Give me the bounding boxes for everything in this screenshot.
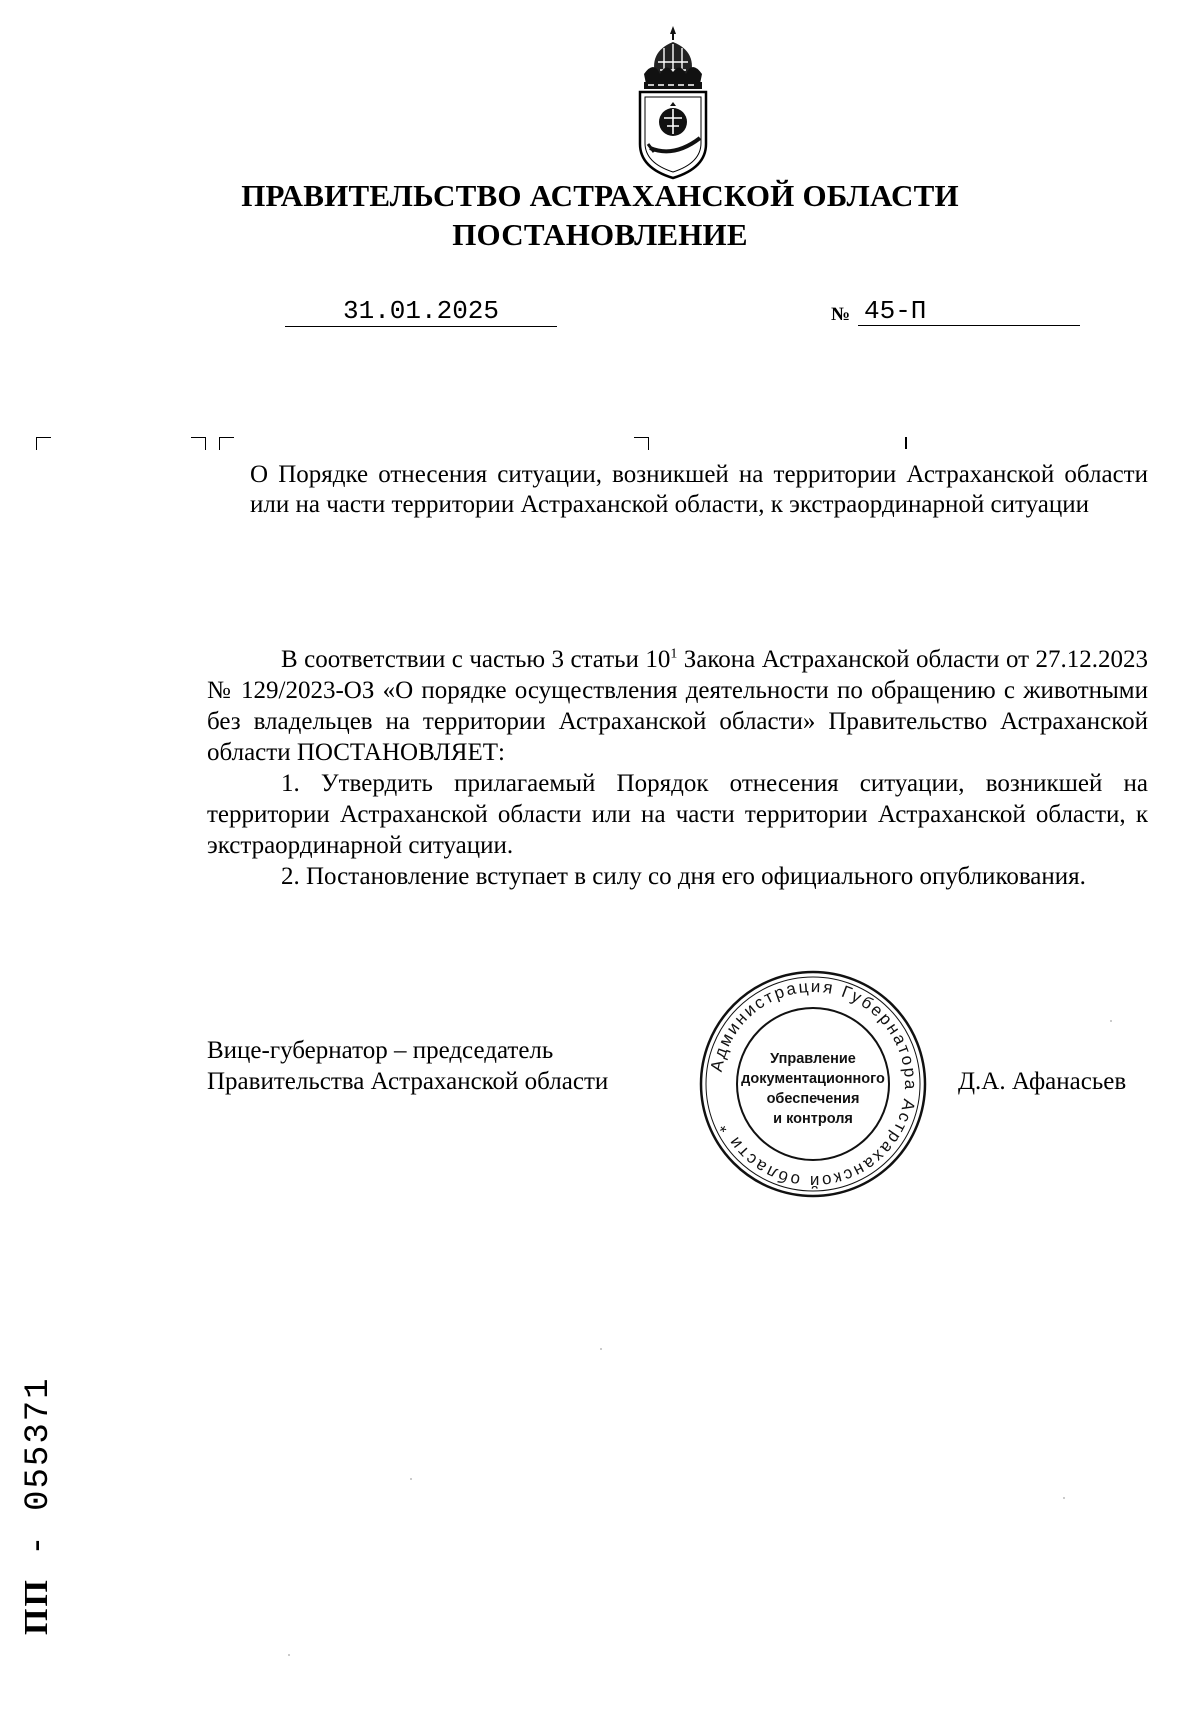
serial-number: 055371	[20, 1376, 58, 1511]
preamble-text: В соответствии с частью 3 статьи 10	[281, 646, 671, 673]
corner-mark-left	[36, 437, 51, 450]
corner-mark-subject-end	[191, 437, 206, 450]
stamp-center-line3: обеспечения	[766, 1091, 860, 1107]
signer-position	[207, 1035, 608, 1097]
margin-tick-mark	[905, 437, 907, 449]
document-subject: О Порядке отнесения ситуации, возникшей на территории Астраханской области или на части территории Астраханской области, к экстраординарной ситуации	[250, 461, 1148, 518]
signer-name: Д.А. Афанасьев	[958, 1068, 1127, 1095]
scan-speck	[1110, 1020, 1112, 1022]
official-stamp	[697, 968, 929, 1200]
scan-speck	[1063, 1497, 1065, 1499]
signer-position-line1: Вице-губернатор – председатель	[207, 1037, 554, 1064]
corner-mark-right	[634, 437, 649, 450]
scan-speck	[410, 1478, 412, 1480]
number-sign: №	[831, 304, 851, 325]
government-title: ПРАВИТЕЛЬСТВО АСТРАХАНСКОЙ ОБЛАСТИ	[241, 178, 959, 213]
preamble-paragraph	[207, 644, 1148, 768]
preamble-text-continued: Закона Астраханской области от 27.12.2023 № 129/2023-ОЗ «О порядке осуществления деятельности по обращению с животными без владельцев на территории Астраханской области» Правительство Астраханской области ПОСТАНОВЛЯЕТ:	[207, 646, 1148, 766]
document-number-field: 45-П	[858, 296, 1080, 326]
corner-mark-subject-start	[219, 437, 234, 450]
resolution-item-2: 2. Постановление вступает в силу со дня его официального опубликования.	[281, 863, 1086, 890]
stamp-center-line4: и контроля	[773, 1111, 853, 1127]
serial-dash: -	[20, 1510, 58, 1579]
signer-position-line2: Правительства Астраханской области	[207, 1068, 609, 1095]
document-type-title: ПОСТАНОВЛЕНИЕ	[452, 217, 748, 252]
stamp-center-line2: документационного	[741, 1071, 885, 1087]
serial-series: ПП	[18, 1578, 55, 1635]
stamp-center-line1: Управление	[770, 1051, 856, 1067]
document-body	[207, 644, 1148, 892]
coat-of-arms-emblem	[634, 22, 712, 182]
scan-speck	[600, 1348, 602, 1350]
form-serial-number	[18, 1376, 58, 1635]
stamp-ring-text: Администрация Губернатора Астраханской области *	[706, 976, 921, 1192]
scan-speck	[288, 1654, 290, 1656]
date-field: 31.01.2025	[285, 296, 557, 327]
resolution-item-1: 1. Утвердить прилагаемый Порядок отнесения ситуации, возникшей на территории Астраханской области или на части территории Астраханской области, к экстраординарной ситуации.	[207, 770, 1148, 859]
article-superscript: 1	[670, 646, 678, 662]
